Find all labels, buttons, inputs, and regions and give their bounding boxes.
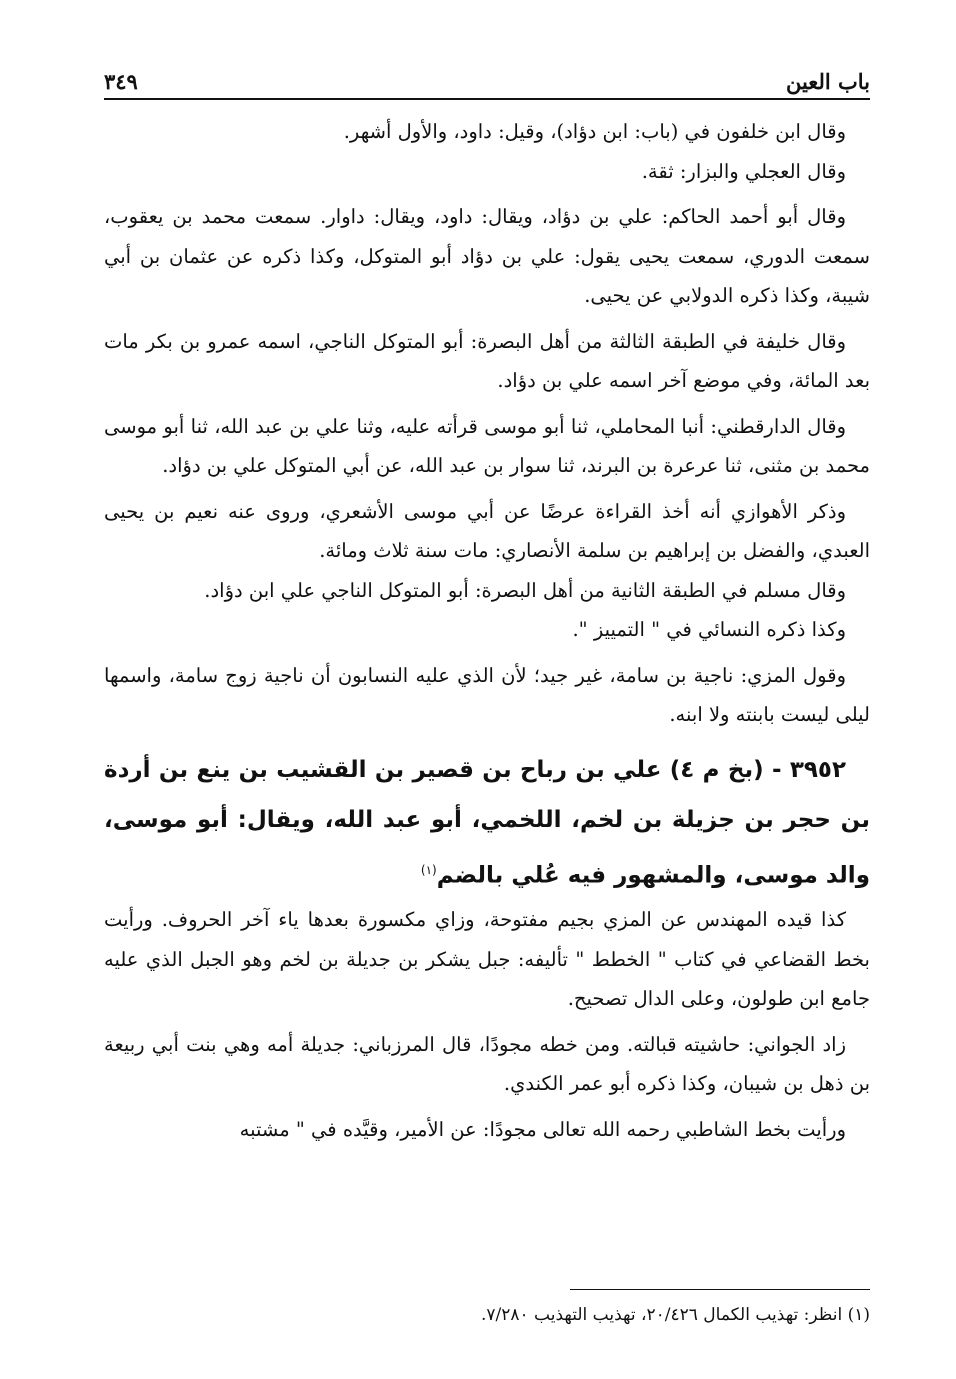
paragraph: كذا قيده المهندس عن المزي بجيم مفتوحة، وزاي مكسورة بعدها ياء آخر الحروف. ورأيت بخط القضاعي في كتاب " الخطط " تأليفه: جبل يشكر بن جديلة بن لخم وهو الجبل الذي عليه جامع ابن طولون، وعلى الدال تصحيح. [104,908,870,1011]
chapter-title: باب العين [785,69,870,94]
paragraph: وقال ابن خلفون في (باب: ابن دؤاد)، وقيل: داود، والأول أشهر. [343,120,846,143]
paragraph: وقال العجلي والبزار: ثقة. [641,159,846,183]
paragraph: وقال أبو أحمد الحاكم: علي بن دؤاد، ويقال: داود، ويقال: داوار. سمعت محمد بن يعقوب، سمعت الدوري، سمعت يحيى يقول: علي بن دؤاد أبو المتوكل، وكذا ذكره عن عثمان بن أبي شيبة، وكذا ذكره الدولابي عن يحيى. [104,205,870,307]
footnote: (١) انظر: تهذيب الكمال ٢٠/٤٢٦، تهذيب التهذيب ٧/٢٨٠. [480,1305,870,1325]
paragraph: زاد الجواني: حاشيته قبالته. ومن خطه مجودًا، قال المرزباني: جديلة أمه وهي بنت أبي ربيعة بن ذهل بن شيبان، وكذا ذكره أبو عمر الكندي. [104,1032,870,1096]
paragraph: وقال الدارقطني: أنبا المحاملي، ثنا أبو موسى قرأته عليه، وثنا علي بن عبد الله، ثنا أبو موسى محمد بن مثنى، ثنا عرعرة بن البرند، ثنا سوار بن عبد الله، عن أبي المتوكل علي بن دؤاد. [104,414,870,477]
footnote-rule [570,1289,870,1290]
paragraph: وكذا ذكره النسائي في " التمييز ". [572,618,846,641]
entry-heading [104,745,870,901]
footnote-marker: (١) [420,862,437,877]
paragraph: وذكر الأهوازي أنه أخذ القراءة عرضًا عن أبي موسى الأشعري، وروى عنه نعيم بن يحيى العبدي، والفضل بن إبراهيم بن سلمة الأنصاري: مات سنة ثلاث ومائة. [104,499,870,562]
paragraph: وقول المزي: ناجية بن سامة، غير جيد؛ لأن الذي عليه النسابون أن ناجية زوج سامة، واسمها ليلى ليست بابنته ولا ابنه. [104,663,870,726]
paragraph: ورأيت بخط الشاطبي رحمه الله تعالى مجودًا: عن الأمير، وقيَّده في " مشتبه [239,1117,846,1141]
header-rule [104,98,870,100]
main-text [104,112,870,1149]
paragraph: وقال خليفة في الطبقة الثالثة من أهل البصرة: أبو المتوكل الناجي، اسمه عمرو بن بكر مات بعد المائة، وفي موضع آخر اسمه علي بن دؤاد. [104,329,870,392]
paragraph: وقال مسلم في الطبقة الثانية من أهل البصرة: أبو المتوكل الناجي علي ابن دؤاد. [204,578,846,602]
page-number: ٣٤٩ [104,69,138,94]
entry-heading-text: ٣٩٥٢ - (بخ م ٤) علي بن رباح بن قصير بن القشيب بن ينع بن أردة بن حجر بن جزيلة بن لخم، اللخمي، أبو عبد الله، ويقال: أبو موسى، والد موسى، والمشهور فيه عُلي بالضم [104,756,870,889]
running-head [104,54,870,94]
